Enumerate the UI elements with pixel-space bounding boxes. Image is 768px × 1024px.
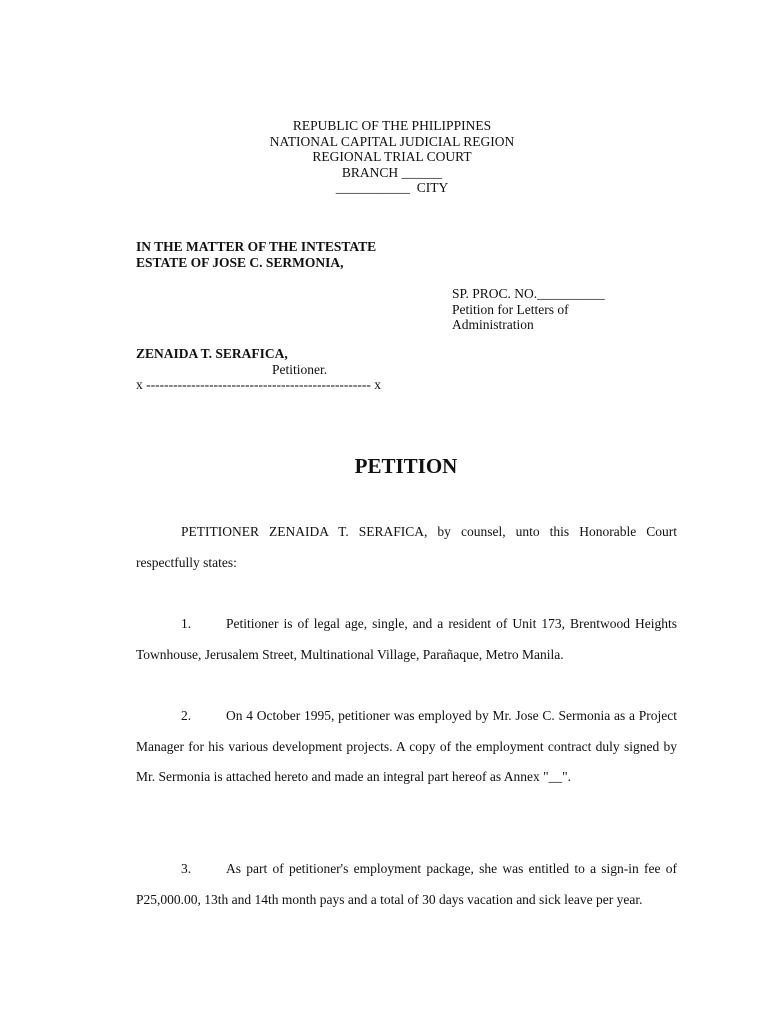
- case-number-block: [452, 286, 605, 333]
- document-title: PETITION: [354, 454, 458, 478]
- header-judicial-region: NATIONAL CAPITAL JUDICIAL REGION: [269, 133, 515, 149]
- case-matter-line-2: ESTATE OF JOSE C. SERMONIA,: [136, 255, 344, 270]
- intro-text: PETITIONER ZENAIDA T. SERAFICA, by counsel, unto this Honorable Court respectfully states:: [136, 524, 677, 570]
- header-republic: REPUBLIC OF THE PHILIPPINES: [292, 118, 492, 133]
- paragraph-2: [136, 701, 677, 793]
- paragraph-2-number: 2.: [181, 708, 192, 723]
- paragraph-1: [136, 609, 677, 670]
- petitioner-name: ZENAIDA T. SERAFICA,: [136, 346, 288, 361]
- court-header: [0, 118, 768, 196]
- header-court: REGIONAL TRIAL COURT: [312, 149, 472, 164]
- case-number: SP. PROC. NO.__________: [452, 286, 605, 301]
- paragraph-3-text: As part of petitioner's employment package, she was entitled to a sign-in fee of P25,000.00, 13th and 14th month pays and a total of 30 days vacation and sick leave per year.: [136, 861, 677, 907]
- paragraph-3-number: 3.: [181, 861, 192, 876]
- intro-paragraph: [136, 517, 677, 578]
- paragraph-1-number: 1.: [181, 616, 192, 631]
- header-branch: BRANCH ______: [341, 164, 443, 180]
- paragraph-3: [136, 854, 677, 915]
- paragraph-1-text: Petitioner is of legal age, single, and a resident of Unit 173, Brentwood Heights Townhouse, Jerusalem Street, Multinational Village, Parañaque, Metro Manila.: [136, 616, 677, 662]
- paragraph-2-text: On 4 October 1995, petitioner was employed by Mr. Jose C. Sermonia as a Project Manager for his various development projects. A copy of the employment contract duly signed by Mr. Sermonia is attached hereto and made an integral part hereof as Annex "__".: [136, 708, 677, 784]
- petitioner-block: [136, 346, 327, 377]
- petitioner-role: Petitioner.: [272, 361, 328, 377]
- header-city: ___________ CITY: [335, 180, 449, 195]
- case-nature-line-2: Administration: [452, 317, 534, 332]
- case-matter-line-1: IN THE MATTER OF THE INTESTATE: [136, 239, 377, 254]
- case-matter: [136, 239, 376, 271]
- case-nature-line-1: Petition for Letters of: [452, 301, 569, 317]
- caption-separator: x -------------------------------------------------- x: [136, 377, 382, 392]
